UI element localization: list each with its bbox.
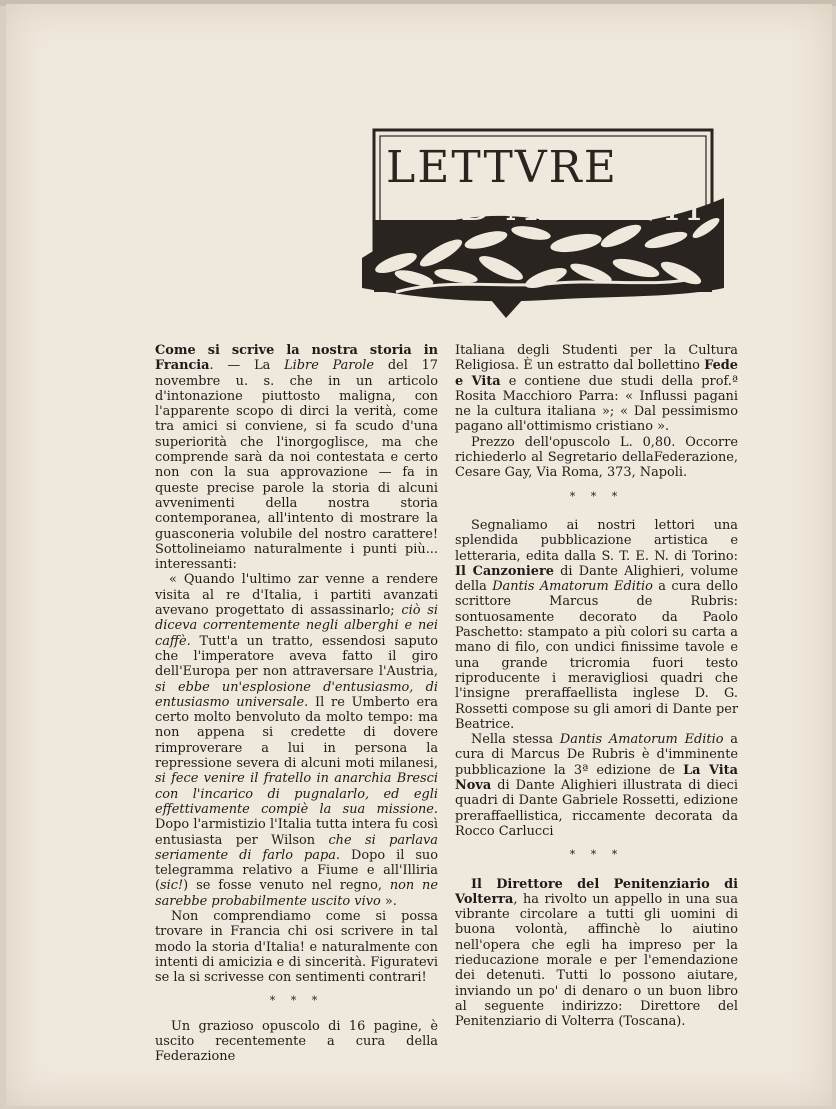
section-header-woodcut <box>356 128 730 322</box>
header-title-line1: LETTVRE <box>386 142 618 193</box>
article-opuscolo-price: Prezzo dell'opuscolo L. 0,80. Occorre richiederlo al Segretario dellaFederazione, Cesare Gay, Via Roma, 373, Napoli. <box>455 434 738 481</box>
article-francia-p3: Non comprendiamo come si possa trovare in Francia chi osi scrivere in tal modo la storia d'Italia! e naturalmente con intenti di amicizia e di sincerità. Figuratevi se la si scrivesse con sentimenti contrari! <box>155 908 438 986</box>
laurel-ornament <box>356 128 730 322</box>
section-separator: * * * <box>569 489 624 503</box>
article-canzoniere-p1: Segnaliamo ai nostri lettori una splendida pubblicazione artistica e letteraria, edita dalla S. T. E. N. di Torino: Il Canzoniere di Dante Alighieri, volume della Dantis Amatorum Editio a cura dello scrittore Marcus de Rubris: sontuosamente decorato da Paolo Paschetto: stampato a più colori su carta a mano di filo, con undici finissime tavole e una grande tricromia fuori testo riproducente i meravigliosi quadri che l'insigne preraffaellista inglese D. G. Rossetti compose su gli amori di Dante per Beatrice. <box>455 517 738 732</box>
section-separator: * * * <box>569 848 624 862</box>
article-francia-p1: Come si scrive la nostra storia in Francia. — La Libre Parole del 17 novembre u. s. che in un articolo d'intonazione piuttosto maligna, con l'apparente scopo di dirci la verità, come tra amici si conviene, si fa scudo d'una superiorità che l'inorgoglisce, ma che comprende sarà da noi contestata e certo non con la sua approvazione — fa in queste precise parole la storia di alcuni avvenimenti della nostra storia contemporanea, all'intento di mostrare la guasconeria volubile del nostro carattere! Sottolineiamo naturalmente i punti più... interessanti: <box>155 343 438 573</box>
article-opuscolo-start: Un grazioso opuscolo di 16 pagine, è uscito recentemente a cura della Federazione <box>155 1018 438 1065</box>
section-separator: * * * <box>269 994 324 1008</box>
article-francia-quote: « Quando l'ultimo zar venne a rendere visita al re d'Italia, i partiti avanzati avevano progettato di assassinarlo; ciò si diceva correntemente negli alberghi e nei caffè. Tutt'a un tratto, essendosi saputo che l'imperatore aveva fatto il giro dell'Europa per non attraversare l'Austria, si ebbe un'esplosione d'entusiasmo, di entusiasmo universale. Il re Umberto era certo molto benvoluto da molto tempo: ma non appena si credette di dovere rimproverare a lui in persona la repressione severa di alcuni moti milanesi, si fece venire il fratello in anarchia Bresci con l'incarico di pugnalarlo, ed egli effettivamente compiè la sua missione. Dopo l'armistizio l'Italia tutta intera fu così entusiasta per Wilson che si parlava seriamente di farlo papa. Dopo il suo telegramma relativo a Fiume e all'Illiria (sic!) se fosse venuto nel regno, non ne sarebbe probabilmente uscito vivo ». <box>155 572 438 909</box>
article-canzoniere-p2: Nella stessa Dantis Amatorum Editio a cura di Marcus De Rubris è d'imminente pubblicazione la 3ª edizione de La Vita Nova di Dante Alighieri illustrata di dieci quadri di Dante Gabriele Rossetti, edizione preraffaellistica, riccamente decorata da Rocco Carlucci <box>455 732 738 839</box>
right-column <box>455 343 738 1029</box>
header-title-line2: ED APPVNTI <box>430 184 704 230</box>
source-name: Libre Parole <box>284 358 375 374</box>
article-volterra: Il Direttore del Penitenziario di Volterra, ha rivolto un appello in una sua vibrante circolare a tutti gli uomini di buona volontà, affinchè lo aiutino nell'opera che egli ha impreso per la rieducazione morale e per l'emendazione dei detenuti. Tutti lo possono aiutare, inviando un po' di denaro o un buon libro al seguente indirizzo: Direttore del Penitenziario di Volterra (Toscana). <box>455 876 738 1030</box>
left-column <box>155 343 438 1065</box>
article-opuscolo-cont: Italiana degli Studenti per la Cultura Religiosa. È un estratto dal bollettino Fede e Vita e contiene due studi della prof.ª Rosita Macchioro Parra: « Influssi pagani ne la cultura italiana »; « Dal pessimismo pagano all'ottimismo cristiano ». <box>455 343 738 435</box>
article-francia-title: Come si scrive la nostra storia in Francia <box>155 343 438 374</box>
